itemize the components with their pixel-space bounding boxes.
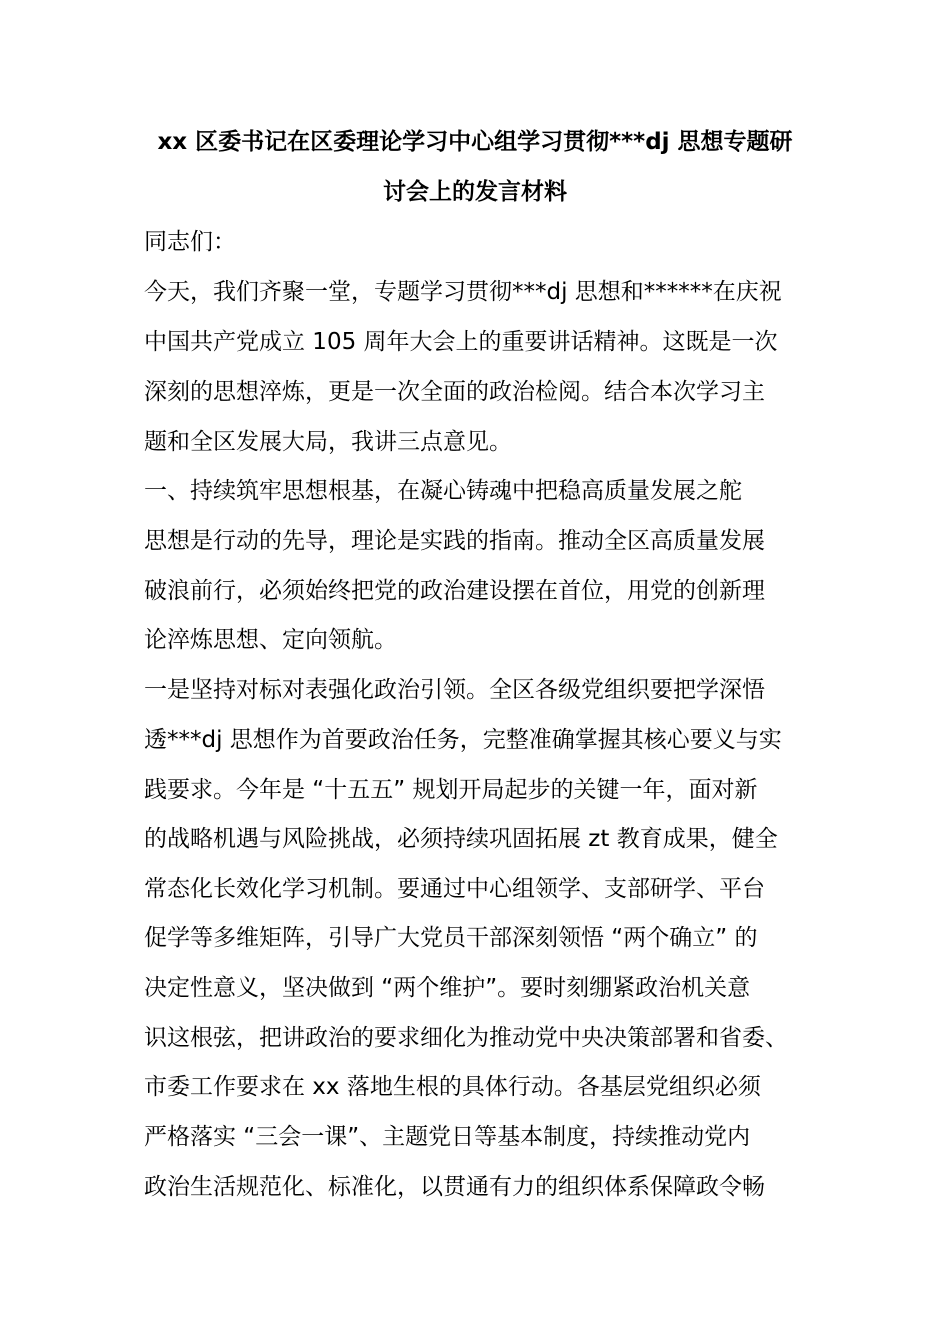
- body-line: 严格落实 “三会一课”、主题党日等基本制度，持续推动党内: [144, 1124, 751, 1150]
- body-line: 促学等多维矩阵，引导广大党员干部深刻领悟 “两个确立” 的: [144, 925, 758, 951]
- body-line: 践要求。今年是 “十五五” 规划开局起步的关键一年，面对新: [144, 777, 758, 803]
- body-line: 透***dj 思想作为首要政治任务，完整准确掌握其核心要义与实: [144, 727, 782, 753]
- body-line: 常态化长效化学习机制。要通过中心组领学、支部研学、平台: [144, 876, 765, 902]
- body-line: 论淬炼思想、定向领航。: [144, 627, 397, 653]
- body-line: 中国共产党成立 105 周年大会上的重要讲话精神。这既是一次: [144, 329, 778, 355]
- body-line: 题和全区发展大局，我讲三点意见。: [144, 429, 512, 455]
- body-line: 思想是行动的先导，理论是实践的指南。推动全区高质量发展: [144, 528, 765, 554]
- body-line: 识这根弦，把讲政治的要求细化为推动党中央决策部署和省委、: [144, 1025, 788, 1051]
- document-title-line-1: xx 区委书记在区委理论学习中心组学习贯彻***dj 思想专题研: [157, 129, 793, 155]
- body-line: 决定性意义，坚决做到 “两个维护”。要时刻绷紧政治机关意: [144, 975, 751, 1001]
- body-line: 今天，我们齐聚一堂，专题学习贯彻***dj 思想和******在庆祝: [144, 279, 782, 305]
- section-heading: 一、持续筑牢思想根基，在凝心铸魂中把稳高质量发展之舵: [144, 478, 742, 504]
- body-line: 同志们：: [144, 229, 236, 255]
- document-title-line-2: 讨会上的发言材料: [383, 179, 567, 205]
- body-line: 一是坚持对标对表强化政治引领。全区各级党组织要把学深悟: [144, 677, 765, 703]
- body-line: 深刻的思想淬炼，更是一次全面的政治检阅。结合本次学习主: [144, 379, 765, 405]
- body-line: 政治生活规范化、标准化，以贯通有力的组织体系保障政令畅: [144, 1174, 765, 1200]
- body-line: 的战略机遇与风险挑战，必须持续巩固拓展 zt 教育成果，健全: [144, 826, 778, 852]
- body-line: 市委工作要求在 xx 落地生根的具体行动。各基层党组织必须: [144, 1074, 761, 1100]
- body-line: 破浪前行，必须始终把党的政治建设摆在首位，用党的创新理: [144, 578, 765, 604]
